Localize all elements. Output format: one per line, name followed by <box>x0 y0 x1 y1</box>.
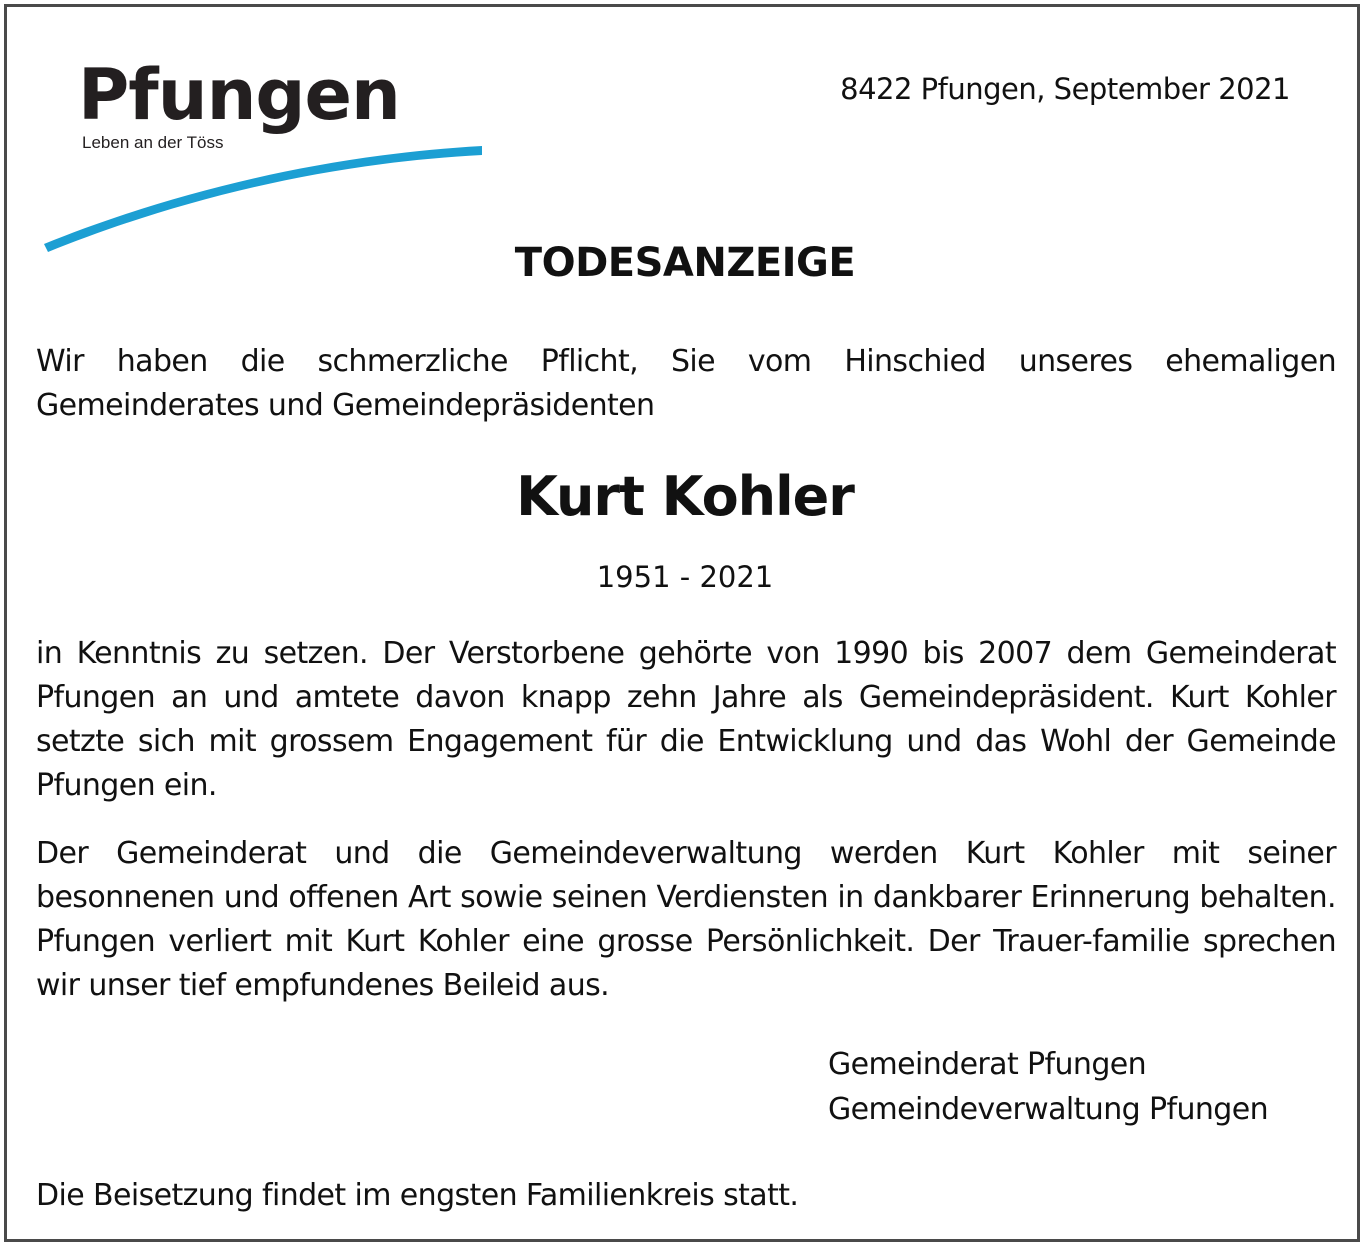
deceased-years: 1951 - 2021 <box>596 560 774 594</box>
intro-paragraph: Wir haben die schmerzliche Pflicht, Sie vom Hinschied unseres ehemaligen Gemeinderates und Gemeindepräsidenten <box>36 344 1336 423</box>
signature-block <box>828 1042 1268 1132</box>
body-paragraph-1: in Kenntnis zu setzen. Der Verstorbene gehörte von 1990 bis 2007 dem Gemeinderat Pfungen an und amtete davon knapp zehn Jahre als Gemeindepräsident. Kurt Kohler setzte sich mit grossem Engagement für die Entwicklung und das Wohl der Gemeinde Pfungen ein. <box>36 636 1336 803</box>
burial-note: Die Beisetzung findet im engsten Familienkreis statt. <box>36 1178 799 1213</box>
deceased-name: Kurt Kohler <box>516 465 854 528</box>
signature-line-administration: Gemeindeverwaltung Pfungen <box>828 1092 1268 1127</box>
dateline: 8422 Pfungen, September 2021 <box>840 72 1290 106</box>
logo-wordmark: Pfungen <box>78 54 400 136</box>
signature-line-council: Gemeinderat Pfungen <box>828 1047 1147 1082</box>
body-paragraph-2: Der Gemeinderat und die Gemeindeverwaltung werden Kurt Kohler mit seiner besonnenen und offenen Art sowie seinen Verdiensten in dankbarer Erinnerung behalten. Pfungen verliert mit Kurt Kohler eine grosse Persönlichkeit. Der Trauer-familie sprechen wir unser tief empfundenes Beileid aus. <box>36 836 1336 1003</box>
logo-tagline: Leben an der Töss <box>82 133 224 152</box>
pfungen-logo <box>38 54 488 255</box>
notice-heading: TODESANZEIGE <box>514 240 856 286</box>
